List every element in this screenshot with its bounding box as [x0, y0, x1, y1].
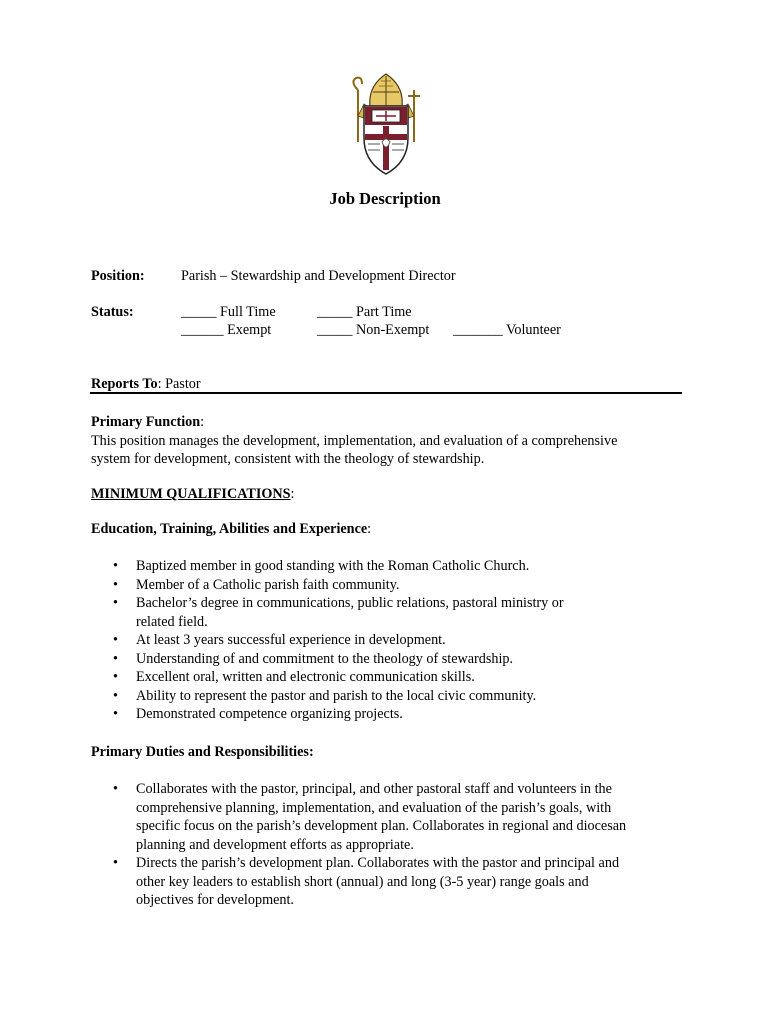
primary-function-line: This position manages the development, implementation, and evaluation of a comprehensive	[91, 432, 618, 449]
duties-list	[113, 780, 673, 910]
list-item-line: Excellent oral, written and electronic communication skills.	[136, 669, 475, 685]
list-item-line: Ability to represent the pastor and parish to the local civic community.	[136, 687, 537, 704]
list-item-line: Understanding of and commitment to the theology of stewardship.	[136, 650, 514, 667]
list-item-line: objectives for development.	[136, 892, 294, 908]
minimum-qualifications-heading	[91, 485, 295, 504]
qualification-item	[113, 557, 673, 576]
bullet-icon: •	[113, 855, 118, 871]
status-label: Status:	[91, 304, 134, 320]
bullet-icon: •	[113, 669, 118, 685]
list-item-line: At least 3 years successful experience in development.	[136, 632, 446, 648]
status-exempt: ______ Exempt	[181, 322, 272, 338]
list-item-line: other key leaders to establish short (annual) and long (3-5 year) range goals and	[136, 873, 589, 890]
reports-to-value: : Pastor	[157, 376, 201, 392]
list-item-line: Demonstrated competence organizing projects.	[136, 706, 403, 722]
diocesan-coat-of-arms-icon	[346, 72, 426, 176]
primary-function-label: Primary Function	[91, 414, 201, 430]
list-item-line: Member of a Catholic parish faith community.	[136, 576, 400, 593]
section-divider	[90, 392, 682, 394]
list-item-line: comprehensive planning, implementation, and evaluation of the parish’s goals, with	[136, 799, 612, 816]
bullet-icon: •	[113, 687, 118, 704]
duties-heading: Primary Duties and Responsibilities:	[91, 744, 314, 760]
status-volunteer: _______ Volunteer	[453, 322, 561, 338]
education-title: Education, Training, Abilities and Experience	[91, 521, 368, 537]
bullet-icon: •	[113, 558, 118, 574]
education-heading	[91, 520, 371, 539]
reports-to-label: Reports To	[91, 376, 158, 392]
bullet-icon: •	[113, 576, 118, 593]
list-item-line: related field.	[136, 613, 208, 630]
reports-to	[91, 375, 201, 394]
qualification-item	[113, 668, 673, 687]
bullet-icon: •	[113, 632, 118, 648]
qualification-item	[113, 594, 673, 631]
list-item-line: Bachelor’s degree in communications, public relations, pastoral ministry or	[136, 595, 564, 611]
primary-function-colon: :	[200, 414, 205, 430]
list-item-line: planning and development efforts as appropriate.	[136, 836, 414, 853]
qualifications-list	[113, 557, 673, 724]
qualification-item	[113, 705, 673, 724]
list-item-line: Directs the parish’s development plan. Collaborates with the pastor and principal and	[136, 855, 620, 871]
minimum-qualifications-title: MINIMUM QUALIFICATIONS	[91, 486, 291, 502]
bullet-icon: •	[113, 595, 118, 611]
minimum-qualifications-colon: :	[290, 486, 295, 502]
status-non-exempt: _____ Non-Exempt	[317, 322, 430, 338]
status-full-time: _____ Full Time	[181, 304, 276, 320]
duty-item	[113, 780, 673, 854]
bullet-icon: •	[113, 650, 118, 667]
education-colon: :	[367, 521, 372, 537]
primary-function-line: system for development, consistent with the theology of stewardship.	[91, 451, 485, 467]
primary-function	[91, 413, 691, 469]
position-label: Position:	[91, 268, 145, 284]
qualification-item	[113, 576, 673, 595]
qualification-item	[113, 687, 673, 706]
qualification-item	[113, 631, 673, 650]
bullet-icon: •	[113, 781, 118, 797]
list-item-line: Baptized member in good standing with the Roman Catholic Church.	[136, 558, 530, 574]
document-title: Job Description	[329, 189, 441, 208]
qualification-item	[113, 650, 673, 669]
list-item-line: Collaborates with the pastor, principal, and other pastoral staff and volunteers in the	[136, 781, 612, 797]
position-value: Parish – Stewardship and Development Director	[181, 268, 456, 284]
status-part-time: _____ Part Time	[317, 304, 412, 320]
duty-item	[113, 854, 673, 910]
bullet-icon: •	[113, 706, 118, 722]
list-item-line: specific focus on the parish’s development plan. Collaborates in regional and diocesan	[136, 818, 627, 834]
